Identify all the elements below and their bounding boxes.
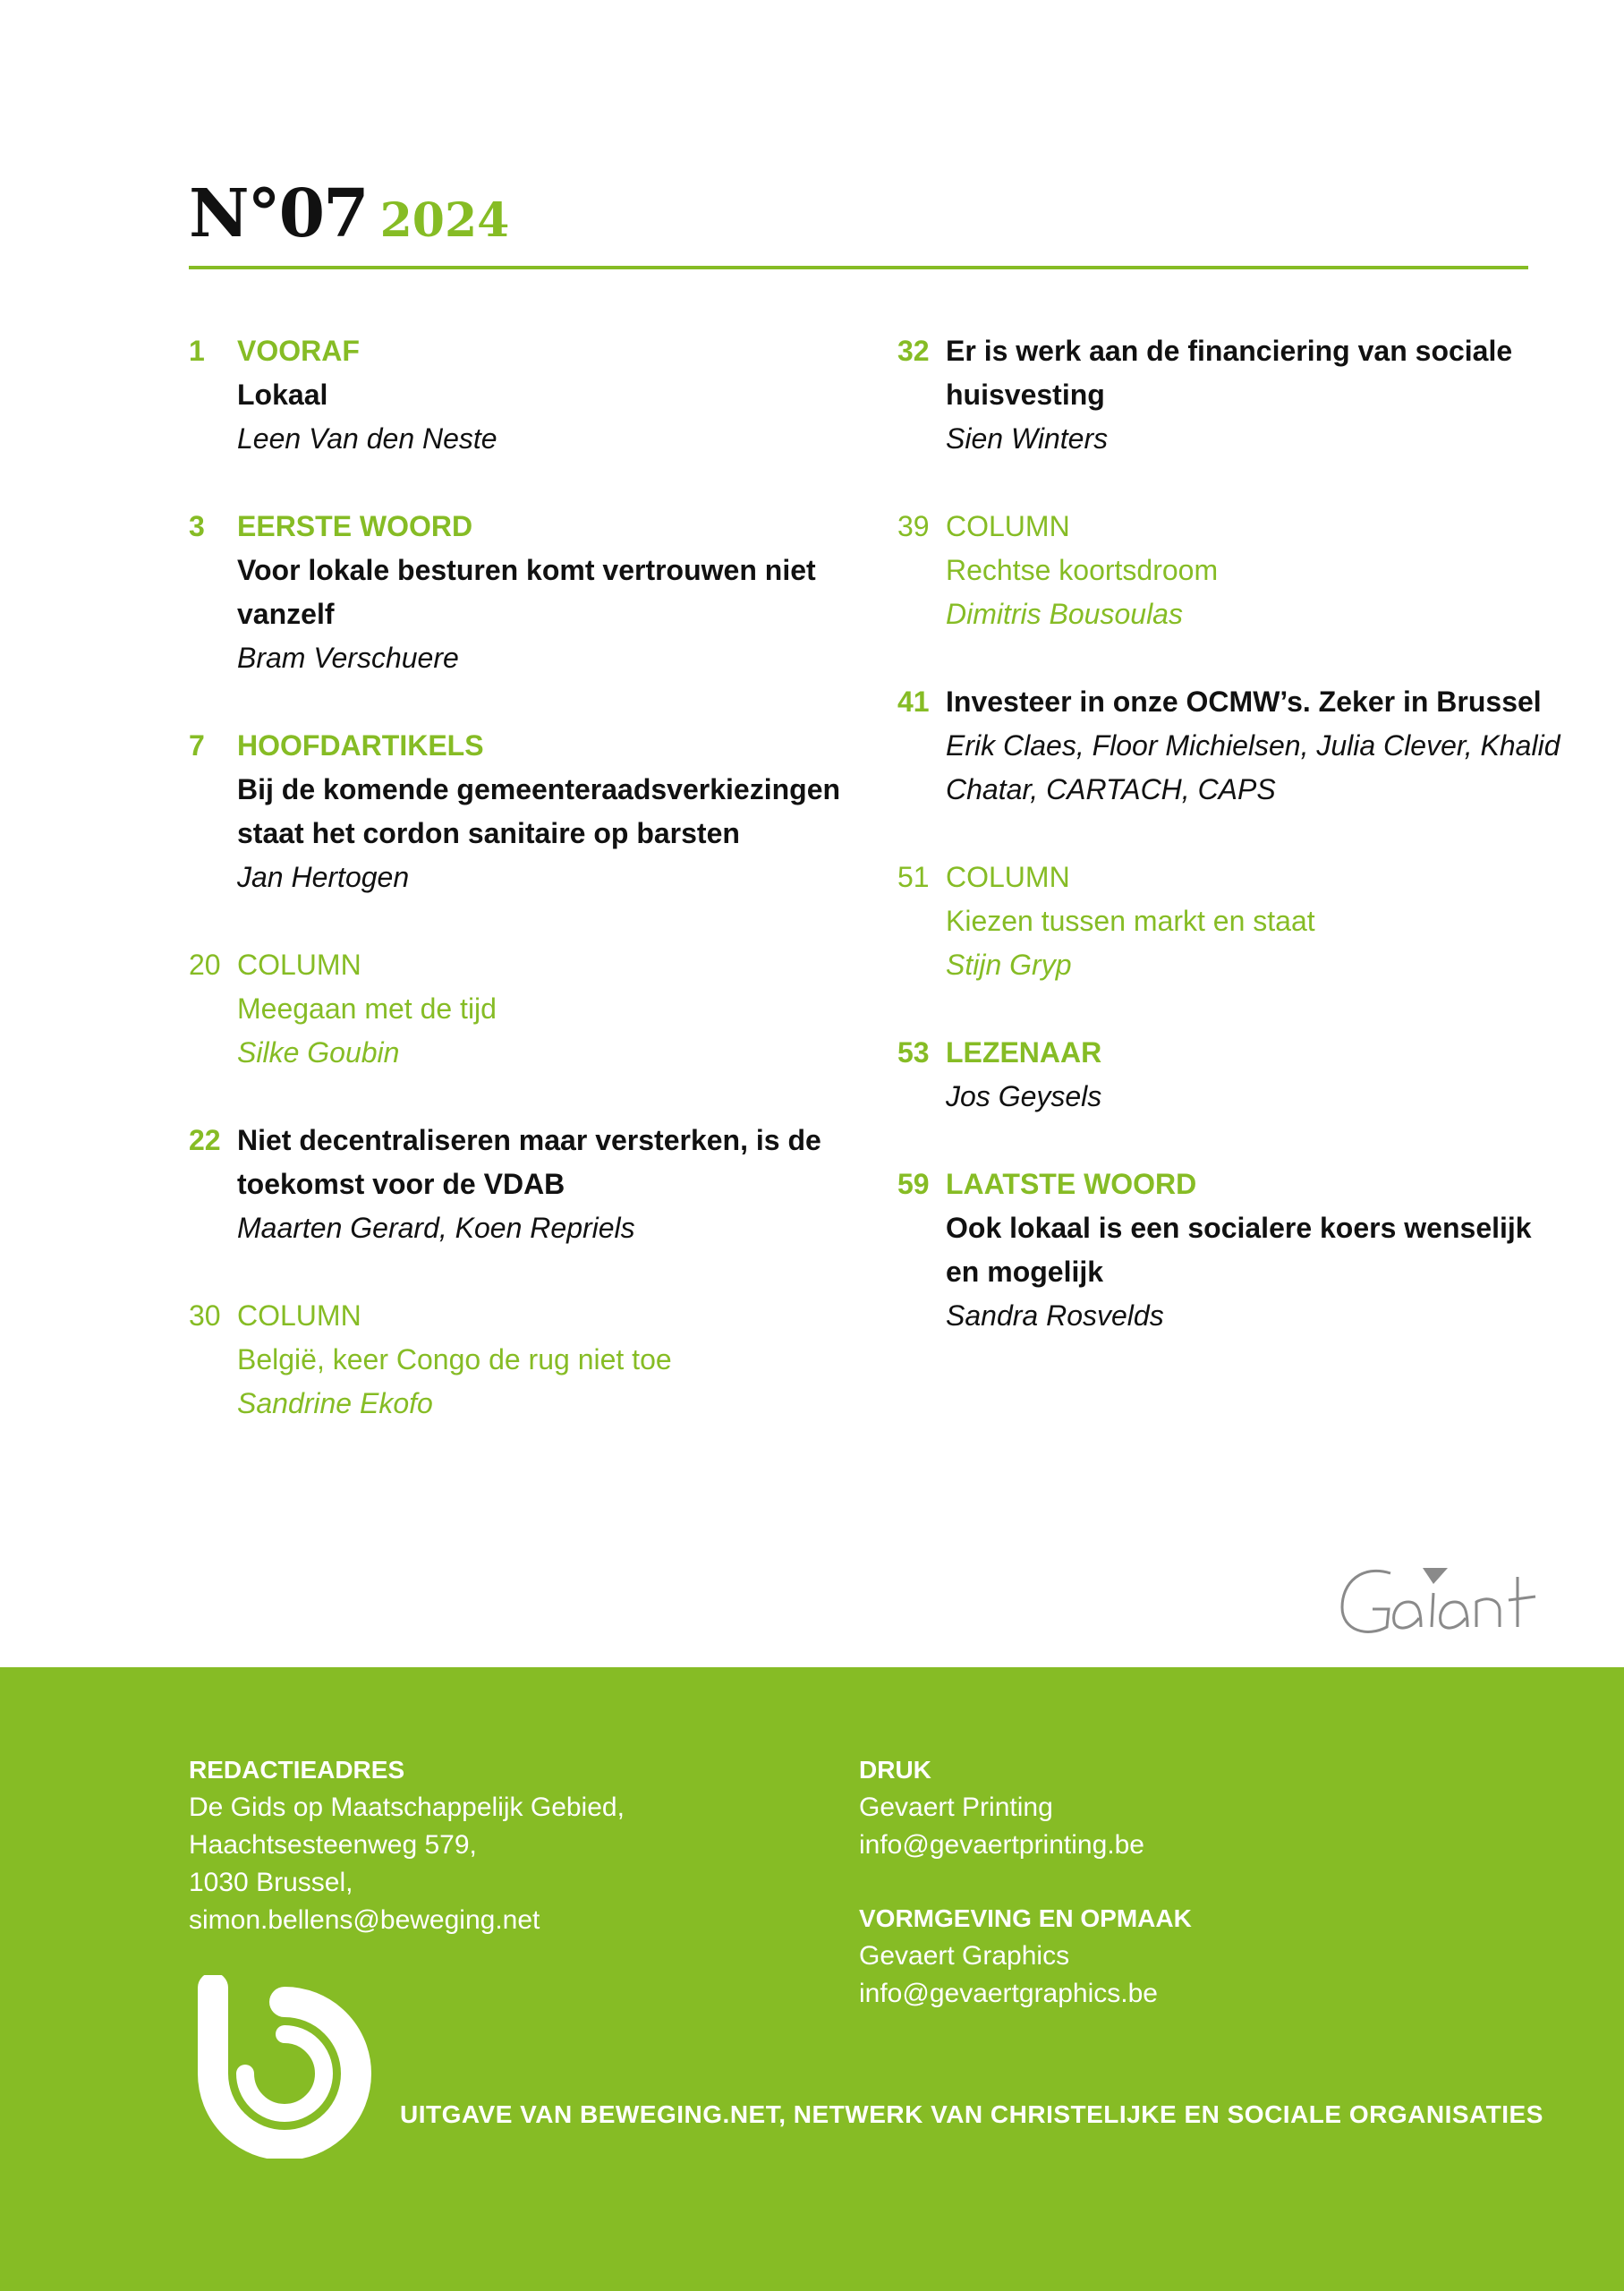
page-number: 20 xyxy=(189,949,221,981)
toc-entry[interactable] xyxy=(189,724,869,899)
page-number: 30 xyxy=(189,1299,221,1332)
article-title: Bij de komende gemeenteraadsverkiezingen staat het cordon sanitaire op barsten xyxy=(237,773,841,849)
article-author: Sien Winters xyxy=(946,422,1109,455)
section-label: LAATSTE WOORD xyxy=(946,1168,1197,1200)
address-line: 1030 Brussel, xyxy=(189,1868,353,1897)
article-author: Sandrine Ekofo xyxy=(237,1387,433,1419)
page-number: 22 xyxy=(189,1124,221,1156)
toc-entry[interactable] xyxy=(897,856,1569,987)
article-title: Voor lokale besturen komt vertrouwen niet vanzelf xyxy=(237,554,816,630)
masthead xyxy=(189,175,509,256)
section-label: EERSTE WOORD xyxy=(237,510,473,542)
print-info xyxy=(859,1751,1144,1864)
section-label: HOOFDARTIKELS xyxy=(237,729,484,762)
article-title: Investeer in onze OCMW’s. Zeker in Brussel xyxy=(946,686,1542,718)
page-number: 7 xyxy=(189,729,205,762)
page-number: 41 xyxy=(897,686,930,718)
page-number: 1 xyxy=(189,335,205,367)
editorial-heading: REDACTIEADRES xyxy=(189,1756,405,1784)
designer-email-link[interactable]: info@gevaertgraphics.be xyxy=(859,1979,1158,2008)
toc-entry[interactable] xyxy=(897,680,1569,812)
toc-entry[interactable] xyxy=(189,329,869,461)
article-author: Jan Hertogen xyxy=(237,861,410,893)
toc-entry[interactable] xyxy=(189,943,869,1075)
article-author: Leen Van den Neste xyxy=(237,422,497,455)
section-label: VOORAF xyxy=(237,335,360,367)
toc-entry[interactable] xyxy=(897,1163,1569,1338)
design-info xyxy=(859,1900,1192,2013)
page-number: 51 xyxy=(897,861,930,893)
editorial-email-link[interactable]: simon.bellens@beweging.net xyxy=(189,1905,540,1935)
garant-logo xyxy=(1335,1557,1550,1647)
header-divider xyxy=(189,266,1528,269)
article-author: Erik Claes, Floor Michielsen, Julia Clever, Khalid Chatar, CARTACH, CAPS xyxy=(946,729,1560,805)
article-title: Meegaan met de tijd xyxy=(237,992,497,1025)
section-label: LEZENAAR xyxy=(946,1036,1102,1069)
article-title: Kiezen tussen markt en staat xyxy=(946,905,1315,937)
designer-name: Gevaert Graphics xyxy=(859,1941,1070,1971)
beweging-logo xyxy=(193,1975,377,2163)
toc-entry[interactable] xyxy=(897,329,1569,461)
publisher-tagline: UITGAVE VAN BEWEGING.NET, NETWERK VAN CHRISTELIJKE EN SOCIALE ORGANISATIES xyxy=(400,2100,1543,2128)
article-title: Niet decentraliseren maar versterken, is de toekomst voor de VDAB xyxy=(237,1124,821,1200)
toc-entry[interactable] xyxy=(189,1294,869,1426)
article-title: Er is werk aan de financiering van sociale huisvesting xyxy=(946,335,1513,411)
article-author: Bram Verschuere xyxy=(237,642,459,674)
editorial-address xyxy=(189,1751,625,1939)
article-author: Silke Goubin xyxy=(237,1036,400,1069)
printer-email-link[interactable]: info@gevaertprinting.be xyxy=(859,1830,1144,1860)
colophon xyxy=(0,1667,1624,2291)
page-number: 59 xyxy=(897,1168,930,1200)
page-number: 39 xyxy=(897,510,930,542)
section-label: COLUMN xyxy=(946,510,1070,542)
toc-entry[interactable] xyxy=(897,1031,1569,1119)
toc-entry[interactable] xyxy=(897,505,1569,636)
section-label: COLUMN xyxy=(237,1299,361,1332)
article-title: België, keer Congo de rug niet toe xyxy=(237,1343,672,1375)
page-number: 3 xyxy=(189,510,205,542)
design-heading: VORMGEVING EN OPMAAK xyxy=(859,1904,1192,1932)
toc-entry[interactable] xyxy=(189,1119,869,1250)
printer-name: Gevaert Printing xyxy=(859,1793,1053,1822)
article-title: Lokaal xyxy=(237,379,328,411)
article-author: Stijn Gryp xyxy=(946,949,1072,981)
page-number: 32 xyxy=(897,335,930,367)
issue-year: 2024 xyxy=(379,193,510,248)
article-author: Sandra Rosvelds xyxy=(946,1299,1164,1332)
page-number: 53 xyxy=(897,1036,930,1069)
section-label: COLUMN xyxy=(237,949,361,981)
article-author: Maarten Gerard, Koen Repriels xyxy=(237,1212,635,1244)
article-title: Rechtse koortsdroom xyxy=(946,554,1219,586)
address-line: Haachtsesteenweg 579, xyxy=(189,1830,477,1860)
toc-entry[interactable] xyxy=(189,505,878,680)
address-line: De Gids op Maatschappelijk Gebied, xyxy=(189,1793,625,1822)
print-heading: DRUK xyxy=(859,1756,931,1784)
article-title: Ook lokaal is een socialere koers wenselijk en mogelijk xyxy=(946,1212,1532,1288)
article-author: Dimitris Bousoulas xyxy=(946,598,1183,630)
issue-number: N°07 xyxy=(189,175,368,252)
article-author: Jos Geysels xyxy=(946,1080,1102,1112)
section-label: COLUMN xyxy=(946,861,1070,893)
